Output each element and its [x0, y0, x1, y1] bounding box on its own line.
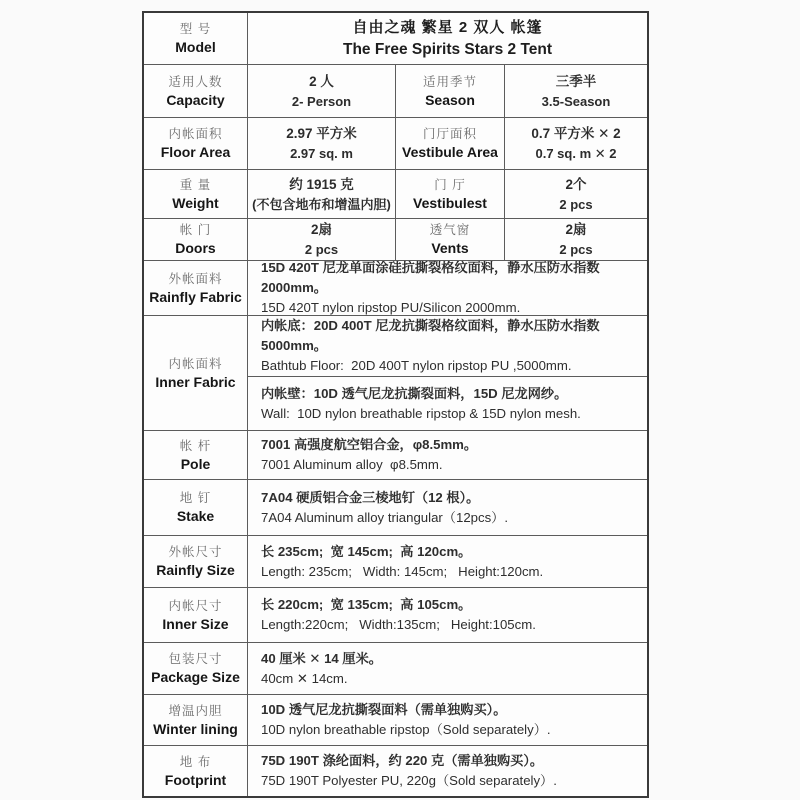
value-note: (不包含地布和增温内胆) — [252, 196, 391, 212]
label-en: Inner Size — [162, 615, 229, 632]
row-label-footprint — [144, 746, 248, 796]
label-zh: 地 钉 — [179, 491, 212, 505]
label-en: Vestibulest — [413, 194, 487, 211]
label-en: Pole — [180, 455, 211, 472]
row-label-rainfly-size — [144, 536, 248, 587]
model-title-en: The Free Spirits Stars 2 Tent — [342, 41, 553, 58]
value-season — [505, 65, 647, 117]
label-zh: 帐 门 — [179, 223, 212, 237]
value-en: Wall: 10D nylon breathable ripstop & 15D nylon mesh. — [261, 405, 581, 421]
table-row-winter-lining — [144, 695, 647, 746]
value-en: Length:220cm; Width:135cm; Height:105cm. — [261, 617, 536, 632]
label-zh: 适用人数 — [168, 74, 223, 89]
table-row-floor-vestibule-area — [144, 118, 647, 170]
value-zh: 0.7 平方米 ✕ 2 — [531, 126, 621, 141]
row-label-capacity — [144, 65, 248, 117]
label-en: Model — [175, 39, 216, 55]
tent-spec-table — [142, 11, 649, 798]
table-row-model — [144, 13, 647, 65]
value-zh: 约 1915 克 — [289, 176, 354, 192]
value-rainfly-size — [248, 536, 647, 587]
value-zh: 2扇 — [565, 222, 587, 237]
label-en: Weight — [172, 194, 219, 211]
value-en: 15D 420T nylon ripstop PU/Silicon 2000mm. — [261, 300, 521, 315]
value-en: 75D 190T Polyester PU, 220g（Sold separately）. — [261, 773, 557, 788]
table-row-rainfly-fabric — [144, 261, 647, 316]
row-label-season — [396, 65, 505, 117]
value-zh: 2.97 平方米 — [286, 126, 357, 141]
row-label-inner-fabric — [144, 316, 248, 430]
label-zh: 内帐面积 — [168, 127, 223, 141]
label-zh: 门厅面积 — [422, 127, 477, 141]
value-model — [248, 13, 647, 64]
label-zh: 地 布 — [179, 754, 212, 769]
label-en: Vestibule Area — [402, 144, 498, 160]
value-winter-lining — [248, 695, 647, 745]
table-row-inner-fabric — [144, 316, 647, 431]
value-en: 3.5-Season — [541, 93, 611, 109]
inner-fabric-subrows — [248, 316, 647, 430]
table-row-package-size — [144, 643, 647, 695]
value-floor-area — [248, 118, 396, 169]
value-vestibule-area — [505, 118, 647, 169]
value-zh: 长 220cm; 宽 135cm; 高 105cm。 — [261, 597, 472, 612]
label-zh: 增温内胆 — [168, 703, 223, 718]
row-label-pole — [144, 431, 248, 479]
value-footprint — [248, 746, 647, 796]
table-row-weight-vestibule — [144, 170, 647, 219]
value-en: 2 pcs — [304, 242, 339, 257]
label-zh: 外帐面料 — [168, 271, 223, 286]
label-en: Winter lining — [153, 720, 238, 737]
value-en: 2 pcs — [559, 242, 593, 257]
value-zh: 三季半 — [555, 73, 597, 89]
label-en: Rainfly Size — [156, 562, 235, 578]
row-label-winter-lining — [144, 695, 248, 745]
value-zh: 长 235cm; 宽 145cm; 高 120cm。 — [261, 543, 472, 559]
label-zh: 透气窗 — [429, 223, 471, 237]
label-en: Floor Area — [160, 144, 231, 160]
value-en: 0.7 sq. m ✕ 2 — [535, 146, 617, 161]
label-en: Doors — [175, 240, 216, 256]
label-zh: 门 厅 — [434, 177, 466, 192]
row-label-weight — [144, 170, 248, 218]
table-row-pole — [144, 431, 647, 480]
value-doors — [248, 219, 396, 260]
value-zh: 10D 透气尼龙抗撕裂面料（需单独购买）。 — [261, 702, 507, 717]
label-en: Vents — [431, 240, 469, 256]
row-label-doors — [144, 219, 248, 260]
value-zh: 7A04 硬质铝合金三棱地钉（12 根）。 — [261, 489, 480, 505]
value-stake — [248, 480, 647, 535]
row-label-vents — [396, 219, 505, 260]
value-zh: 15D 420T 尼龙单面涂硅抗撕裂格纹面料，静水压防水指数 2000mm。 — [261, 261, 604, 295]
label-en: Rainfly Fabric — [149, 288, 242, 305]
value-zh: 75D 190T 涤纶面料，约 220 克（需单独购买）。 — [261, 753, 544, 768]
value-pole — [248, 431, 647, 479]
value-en: 7A04 Aluminum alloy triangular（12pcs）. — [261, 509, 509, 525]
value-rainfly-fabric — [248, 261, 647, 315]
row-label-inner-size — [144, 588, 248, 642]
table-row-footprint — [144, 746, 647, 796]
label-zh: 重 量 — [179, 177, 212, 192]
table-row-inner-size — [144, 588, 647, 643]
value-inner-size — [248, 588, 647, 642]
label-zh: 包装尺寸 — [168, 652, 223, 666]
label-en: Capacity — [166, 91, 225, 108]
label-zh: 内帐面料 — [168, 356, 223, 371]
value-zh: 2 人 — [309, 73, 334, 89]
label-zh: 外帐尺寸 — [168, 545, 223, 559]
value-zh: 7001 高强度航空铝合金，φ8.5mm。 — [261, 437, 478, 452]
value-zh: 40 厘米 ✕ 14 厘米。 — [261, 650, 382, 666]
label-en: Stake — [176, 508, 215, 524]
row-label-floor-area — [144, 118, 248, 169]
value-en: 2.97 sq. m — [290, 146, 353, 161]
value-en: Bathtub Floor: 20D 400T nylon ripstop PU ,5000mm. — [261, 358, 572, 373]
value-capacity — [248, 65, 396, 117]
value-weight — [248, 170, 396, 218]
table-row-stake — [144, 480, 647, 536]
table-row-capacity-season — [144, 65, 647, 118]
row-label-rainfly-fabric — [144, 261, 248, 315]
value-zh: 内帐底：20D 400T 尼龙抗撕裂格纹面料，静水压防水指数 5000mm。 — [261, 318, 604, 353]
value-zh: 2扇 — [310, 222, 332, 237]
value-en: 40cm ✕ 14cm. — [261, 670, 348, 686]
value-en: 2 pcs — [559, 196, 593, 212]
model-title-zh: 自由之魂 繁星 2 双人 帐篷 — [352, 19, 543, 36]
subrow-wall — [248, 377, 647, 430]
table-row-doors-vents — [144, 219, 647, 261]
label-en: Inner Fabric — [155, 373, 236, 390]
value-zh: 2个 — [565, 176, 587, 192]
label-en: Package Size — [151, 669, 240, 685]
value-en: 10D nylon breathable ripstop（Sold separately）. — [261, 722, 551, 737]
label-en: Season — [425, 91, 475, 108]
subrow-bathtub-floor — [248, 316, 647, 377]
value-vestibule — [505, 170, 647, 218]
row-label-model — [144, 13, 248, 64]
label-zh: 适用季节 — [422, 74, 477, 89]
label-zh: 内帐尺寸 — [168, 598, 223, 613]
row-label-package-size — [144, 643, 248, 694]
value-package-size — [248, 643, 647, 694]
row-label-vestibule — [396, 170, 505, 218]
row-label-stake — [144, 480, 248, 535]
row-label-vestibule-area — [396, 118, 505, 169]
value-en: 2- Person — [291, 93, 352, 109]
value-vents — [505, 219, 647, 260]
label-zh: 型 号 — [179, 22, 212, 36]
value-en: 7001 Aluminum alloy φ8.5mm. — [261, 457, 443, 472]
table-row-rainfly-size — [144, 536, 647, 588]
value-en: Length: 235cm; Width: 145cm; Height:120cm. — [261, 563, 544, 579]
label-en: Footprint — [164, 771, 227, 788]
label-zh: 帐 杆 — [179, 438, 212, 453]
value-zh: 内帐壁：10D 透气尼龙抗撕裂面料，15D 尼龙网纱。 — [261, 385, 568, 401]
